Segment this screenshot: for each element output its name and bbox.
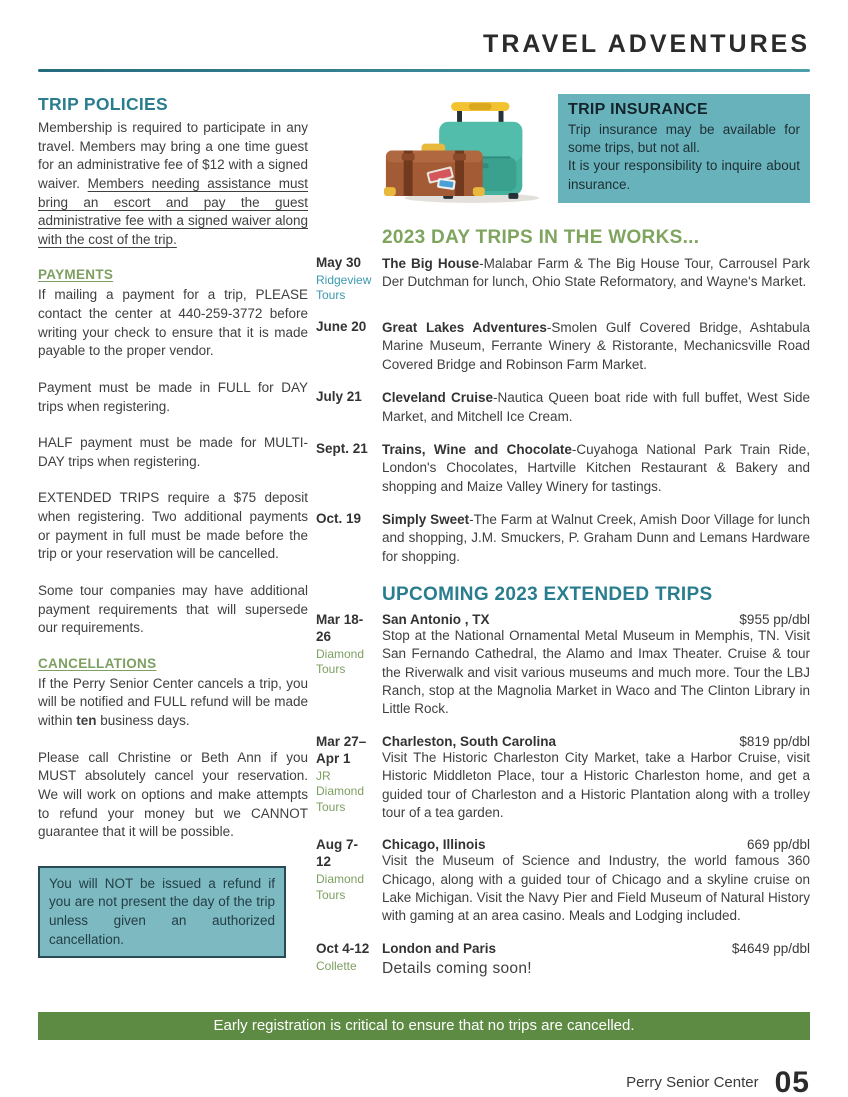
- trip-body: [382, 441, 810, 496]
- day-trips-heading: 2023 DAY TRIPS IN THE WORKS...: [382, 227, 700, 248]
- trip-title: San Antonio , TX: [382, 612, 490, 628]
- trip-title-row: [382, 941, 810, 956]
- trip-date-col: [316, 441, 376, 496]
- trip-policies-paragraph: [38, 119, 308, 249]
- trip-date: May 30: [316, 255, 362, 270]
- trip-title-row: [382, 837, 810, 852]
- trip-title: The Big House: [382, 256, 480, 271]
- trip-body: [382, 612, 810, 719]
- trip-insurance-box: [558, 94, 810, 203]
- cancellations-text-b: business days.: [96, 713, 190, 728]
- trip-description: Details coming soon!: [382, 959, 532, 977]
- trip-date: June 20: [316, 319, 367, 335]
- trip-date: Oct. 19: [316, 510, 362, 526]
- trip-date-col: [316, 255, 376, 304]
- footer-org-name: Perry Senior Center: [626, 1074, 759, 1092]
- trip-description: [382, 319, 810, 374]
- payments-paragraph: HALF payment must be made for MULTI-DAY trips when registering.: [38, 435, 308, 469]
- payments-paragraph: Payment must be made in FULL for DAY trips when registering.: [38, 379, 308, 414]
- trip-insurance-line: Trip insurance may be available for some trips, but not all.: [568, 122, 800, 156]
- trip-date-col: [316, 941, 376, 979]
- trip-desc-text: -The Farm at Walnut Creek, Amish Door Village for lunch and shopping, J.M. Smuckers, P. Graham Dunn and Lemans Hardware for shopping.: [382, 511, 810, 564]
- trip-date: Mar 18-26: [316, 612, 364, 644]
- top-row: [316, 94, 810, 213]
- trip-description: Visit The Historic Charleston City Market, take a Harbor Cruise, visit Historic Middleton Place, tour a Historic Charleston home, and get a guided tour of Charleston and a Historic Plantation along with a trolley tour of a tea garden.: [382, 749, 810, 820]
- payments-paragraph: Some tour companies may have additional payment requirements that will supersede our requirements.: [38, 582, 308, 636]
- trip-date-col: [316, 319, 376, 374]
- trip-title: London and Paris: [382, 940, 497, 956]
- trip-title-row: [382, 612, 810, 627]
- trip-desc-text: -Nautica Queen boat ride with full buffet, West Side Market, and Mitchell Ice Cream.: [382, 390, 810, 424]
- trip-desc-text: -Malabar Farm & The Big House Tour, Carrousel Park Der Dutchman for lunch, Ohio State Reformatory, and Wayne's Market.: [382, 256, 810, 290]
- day-trip-row: [316, 319, 810, 374]
- trip-date-col: [316, 612, 376, 719]
- suitcase-icon: [378, 94, 546, 208]
- trip-operator: Ridgeview Tours: [316, 272, 372, 303]
- trip-price: $819 pp/dbl: [739, 733, 810, 749]
- payments-paragraph: EXTENDED TRIPS require a $75 deposit when registering. Two additional payments or payment in full must be made before the trip or your reservation will be cancelled.: [38, 490, 308, 562]
- day-trip-row: [316, 511, 810, 566]
- trip-body: [382, 941, 810, 979]
- header-rule: [38, 69, 810, 72]
- policies-column: [38, 94, 308, 958]
- trip-operator: Diamond Tours: [316, 872, 365, 902]
- masthead: [38, 30, 810, 72]
- trip-description: Stop at the National Ornamental Metal Museum in Memphis, TN. Visit San Fernando Cathedral, the Alamo and Imax Theater. Cruise & tour the Riverwalk and visit various museums and much more. Tour the LBJ Ranch, stop at the Magnolia Market in Waco and The Clinton Library in Little Rock.: [382, 628, 810, 717]
- trip-description: [382, 441, 810, 496]
- trip-operator: Diamond Tours: [316, 646, 365, 677]
- extended-trips-heading: UPCOMING 2023 EXTENDED TRIPS: [382, 584, 713, 606]
- trip-insurance-line: It is your responsibility to inquire about insurance.: [568, 158, 800, 192]
- trip-date: July 21: [316, 389, 362, 405]
- trip-body: [382, 837, 810, 925]
- trip-price: $955 pp/dbl: [739, 612, 810, 628]
- trip-body: [382, 255, 810, 304]
- trip-title: Chicago, Illinois: [382, 837, 486, 853]
- cancellations-bold-word: ten: [76, 713, 97, 728]
- cancellations-paragraph: Please call Christine or Beth Ann if you MUST absolutely cancel your reservation. We will work on options and make attempts to refund your money but we CANNOT guarantee that it will be possible.: [38, 749, 308, 840]
- trip-description: [382, 511, 810, 566]
- policies-intro-text: Membership is required to participate in any travel. Members may bring a one time guest for an administrative fee of $12 with a signed waiver.: [38, 120, 308, 191]
- trip-description: [382, 389, 810, 426]
- trip-desc-text: -Smolen Gulf Covered Bridge, Ashtabula Marine Museum, Ferrante Winery & Ristorante, Mechanicsville Road Covered Bridge and Robinson Farm Market.: [382, 320, 810, 372]
- early-registration-banner: Early registration is critical to ensure that no trips are cancelled.: [38, 1012, 810, 1040]
- extended-trip-row: [316, 941, 810, 979]
- footer-page-number: 05: [774, 1065, 810, 1097]
- trip-operator: Collette: [316, 958, 357, 973]
- trip-description: [382, 255, 810, 292]
- extended-trip-row: [316, 837, 810, 925]
- extended-trip-row: [316, 612, 810, 719]
- payments-heading: PAYMENTS: [38, 267, 114, 283]
- trip-description: Visit the Museum of Science and Industry, the world famous 360 Chicago, along with a guided tour of Chicago and a skyline cruise on Lake Michigan. Visit the Navy Pier and Field Museum of Natural History with gaming at an area casino. Meals and Lodging included.: [382, 853, 810, 924]
- page-title: TRAVEL ADVENTURES: [483, 30, 810, 58]
- trip-title: Trains, Wine and Chocolate: [382, 441, 572, 457]
- trip-date-col: [316, 389, 376, 426]
- trip-date-col: [316, 837, 376, 925]
- trip-date: Aug 7-12: [316, 837, 358, 870]
- policies-underlined-text: Members needing assistance must bring an escort and pay the guest administrative fee with a signed waiver along with the cost of the trip.: [38, 175, 308, 247]
- luggage-illustration: [378, 94, 546, 213]
- refund-warning-box: You will NOT be issued a refund if you are not present the day of the trip unless given an authorized cancellation.: [38, 866, 286, 959]
- trip-date: Mar 27– Apr 1: [316, 733, 367, 766]
- trip-desc-text: -Cuyahoga National Park Train Ride, London's Chocolates, Hartville Kitchen Restaurant & Bakery and shopping and Maize Valley Winery for tastings.: [382, 441, 810, 494]
- trip-body: [382, 319, 810, 374]
- trip-date: Sept. 21: [316, 440, 368, 456]
- payments-paragraph: If mailing a payment for a trip, PLEASE contact the center at 440-259-3772 before writing your check to ensure that it is made payable to the proper vendor.: [38, 287, 308, 359]
- cancellations-text-a: If the Perry Senior Center cancels a trip, you will be notified and FULL refund will be made within: [38, 675, 308, 728]
- trip-title: Cleveland Cruise: [382, 390, 493, 406]
- trips-column: [316, 94, 810, 994]
- trip-title: Charleston, South Carolina: [382, 733, 557, 749]
- trip-title: Simply Sweet: [382, 511, 470, 527]
- day-trip-row: [316, 389, 810, 426]
- trip-operator: JR Diamond Tours: [316, 768, 365, 814]
- extended-trip-row: [316, 734, 810, 822]
- trip-body: [382, 511, 810, 566]
- content-columns: [38, 94, 810, 994]
- trip-date: Oct 4-12: [316, 940, 370, 956]
- day-trip-row: [316, 255, 810, 304]
- trip-body: [382, 734, 810, 822]
- trip-insurance-heading: TRIP INSURANCE: [568, 101, 708, 118]
- trip-date-col: [316, 511, 376, 566]
- trip-title-row: [382, 734, 810, 749]
- trip-price: 669 pp/dbl: [746, 837, 810, 853]
- cancellations-heading: CANCELLATIONS: [38, 655, 157, 671]
- trip-date-col: [316, 734, 376, 822]
- trip-body: [382, 389, 810, 426]
- day-trip-row: [316, 441, 810, 496]
- trip-title: Great Lakes Adventures: [382, 320, 547, 336]
- trip-price: $4649 pp/dbl: [731, 940, 810, 956]
- cancellations-paragraph: [38, 675, 308, 731]
- page-footer: [38, 1066, 810, 1097]
- trip-policies-heading: TRIP POLICIES: [38, 94, 168, 114]
